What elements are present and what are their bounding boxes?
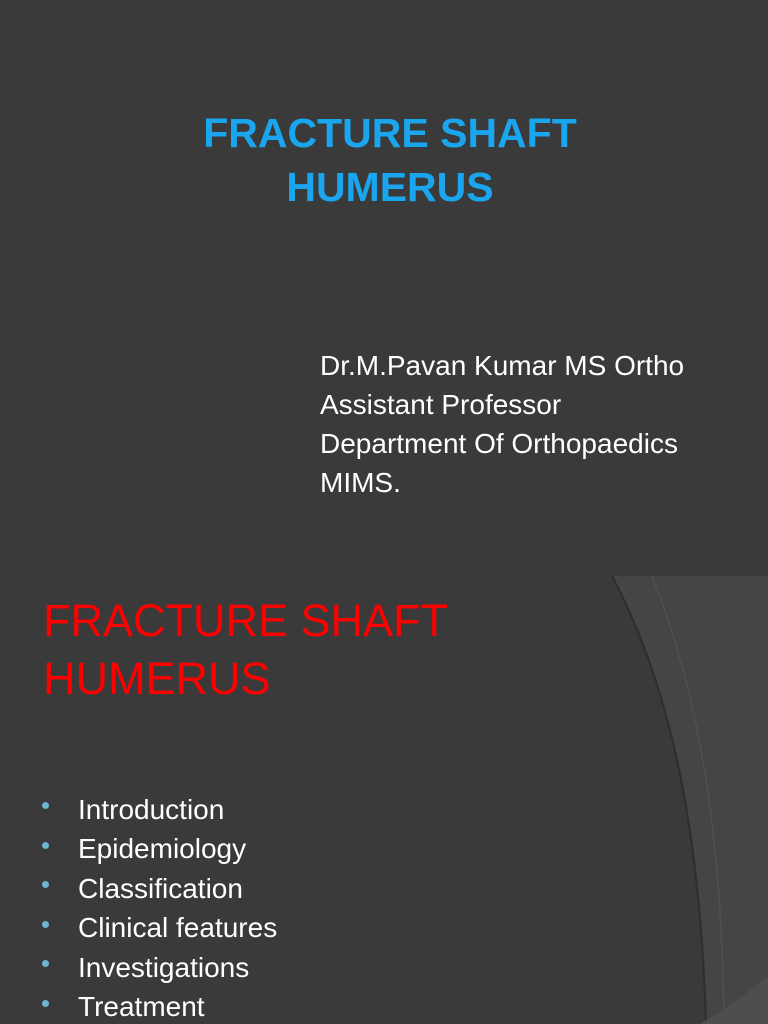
outline-slide [0, 576, 768, 1024]
list-item-label: Treatment [78, 991, 205, 1023]
list-item [42, 830, 277, 870]
list-item-label: Clinical features [78, 912, 278, 944]
topic-list [42, 790, 277, 1024]
bullet-dot-icon [42, 802, 49, 809]
author-department: Department Of Orthopaedics [320, 428, 678, 459]
section-title [43, 592, 448, 708]
list-item-label: Introduction [78, 793, 225, 825]
bullet-dot-icon [42, 921, 49, 928]
presentation-title [0, 106, 768, 214]
author-name: Dr.M.Pavan Kumar MS Ortho [320, 350, 685, 381]
list-item [42, 988, 277, 1024]
section-title-line-2: HUMERUS [43, 653, 271, 704]
author-designation: Assistant Professor [320, 389, 562, 420]
bullet-dot-icon [42, 1000, 49, 1007]
list-item-label: Classification [78, 872, 243, 904]
title-line-2: HUMERUS [286, 164, 494, 210]
list-item [42, 948, 277, 988]
bullet-dot-icon [42, 842, 49, 849]
section-title-line-1: FRACTURE SHAFT [43, 595, 448, 646]
author-institution: MIMS. [320, 467, 401, 498]
list-item-label: Epidemiology [78, 833, 247, 865]
list-item [42, 790, 277, 830]
author-info [320, 346, 684, 502]
title-line-1: FRACTURE SHAFT [203, 110, 577, 156]
list-item [42, 909, 277, 949]
list-item [42, 869, 277, 909]
list-item-label: Investigations [78, 951, 250, 983]
bullet-dot-icon [42, 881, 49, 888]
bullet-dot-icon [42, 960, 49, 967]
